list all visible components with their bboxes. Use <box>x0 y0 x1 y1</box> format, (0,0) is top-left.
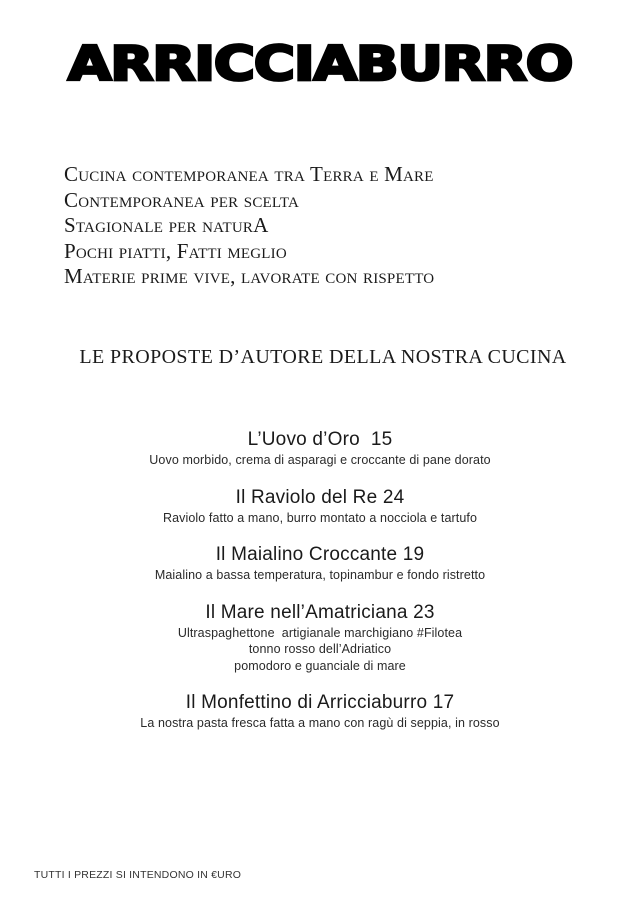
dish-name: Il Mare nell’Amatriciana 23 <box>205 601 435 623</box>
menu-item <box>0 543 640 584</box>
menu-item <box>0 691 640 732</box>
tagline: Stagionale per naturA <box>64 213 269 237</box>
dish-description: Uovo morbido, crema di asparagi e croccante di pane dorato <box>149 453 491 467</box>
dish-name: Il Monfettino di Arricciaburro 17 <box>185 692 455 713</box>
restaurant-logo <box>0 36 640 96</box>
dish-description: pomodoro e guanciale di mare <box>234 658 406 673</box>
restaurant-name: ARRICCIABURRO <box>67 36 573 92</box>
tagline: Cucina contemporanea tra Terra e Mare <box>64 162 434 186</box>
dish-name: Il Maialino Croccante 19 <box>215 544 425 565</box>
tagline-list <box>64 162 434 290</box>
menu-item <box>0 486 640 527</box>
tagline: Materie prime vive, lavorate con rispetto <box>64 264 435 288</box>
dish-description: tonno rosso dell’Adriatico <box>248 642 392 656</box>
tagline: Pochi piatti, Fatti meglio <box>64 238 287 263</box>
tagline: Contemporanea per scelta <box>64 187 300 212</box>
dish-description: Ultraspaghettone artigianale marchigiano #Filotea <box>177 625 463 640</box>
dish-description: La nostra pasta fresca fatta a mano con ragù di seppia, in rosso <box>140 716 500 730</box>
section-title: LE PROPOSTE D’AUTORE DELLA NOSTRA CUCINA <box>79 346 567 368</box>
price-currency-note: TUTTI I PREZZI SI INTENDONO IN €URO <box>34 869 242 881</box>
dish-name: Il Raviolo del Re 24 <box>235 486 405 508</box>
dish-description: Raviolo fatto a mano, burro montato a nocciola e tartufo <box>162 510 478 525</box>
dish-name: L’Uovo d’Oro 15 <box>247 429 393 450</box>
menu-item <box>0 428 640 469</box>
dish-description: Maialino a bassa temperatura, topinambur e fondo ristretto <box>154 568 486 582</box>
menu-list <box>0 428 640 749</box>
menu-item <box>0 601 640 675</box>
